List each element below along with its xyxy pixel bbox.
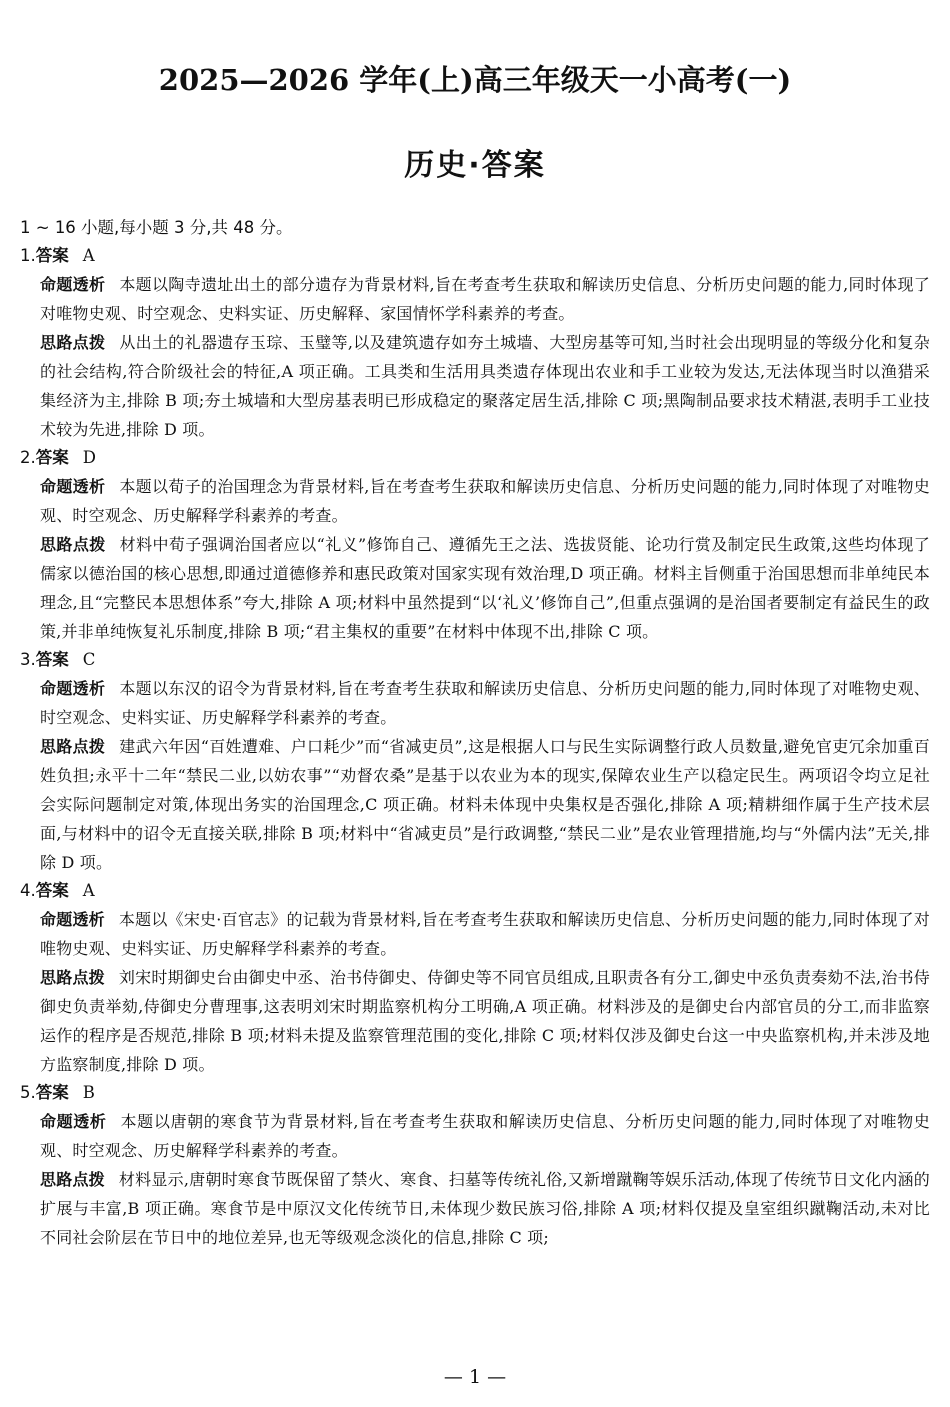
hint-text: 刘宋时期御史台由御史中丞、治书侍御史、侍御史等不同官员组成,且职责各有分工,御史中丞负责奏劾不法,治书侍御史负责举劾,侍御史分曹理事,这表明刘宋时期监察机构分工明确,A 项正确。材料涉及的是御史台内部官员的分工,而非监察运作的程序是否规范,排除 B 项;材料未提及监察管理范围的变化,排除 C 项;材料仅涉及御史台这一中央监察机构,并未涉及地方监察制度,排除 D 项。	[40, 968, 930, 1074]
analysis-text: 本题以唐朝的寒食节为背景材料,旨在考查考生获取和解读历史信息、分析历史问题的能力,同时体现了对唯物史观、时空观念、历史解释学科素养的考查。	[40, 1112, 930, 1160]
hint-label: 思路点拨	[40, 737, 106, 756]
question-5-hint	[20, 1165, 930, 1252]
question-number: 3.	[20, 650, 36, 669]
question-4-analysis	[20, 905, 930, 963]
question-5-analysis	[20, 1107, 930, 1165]
analysis-text: 本题以陶寺遗址出土的部分遗存为背景材料,旨在考查考生获取和解读历史信息、分析历史问题的能力,同时体现了对唯物史观、时空观念、史料实证、历史解释、家国情怀学科素养的考查。	[40, 275, 930, 323]
question-1-hint	[20, 328, 930, 444]
page-title: 2025—2026 学年(上)高三年级天一小高考(一)	[158, 63, 792, 97]
hint-label: 思路点拨	[40, 333, 106, 352]
analysis-label: 命题透析	[40, 1112, 107, 1131]
answer-label: 答案	[35, 881, 69, 900]
question-5-header	[20, 1079, 930, 1107]
analysis-label: 命题透析	[40, 679, 106, 698]
answer-label: 答案	[35, 448, 69, 467]
question-number: 5.	[20, 1083, 36, 1102]
answer-value: B	[82, 1083, 95, 1102]
answer-content	[20, 214, 930, 1252]
answer-value: A	[82, 246, 95, 265]
answer-label: 答案	[35, 1083, 69, 1102]
question-1-analysis	[20, 270, 930, 328]
question-number: 4.	[20, 881, 36, 900]
analysis-text: 本题以东汉的诏令为背景材料,旨在考查考生获取和解读历史信息、分析历史问题的能力,同时体现了对唯物史观、时空观念、史料实证、历史解释学科素养的考查。	[40, 679, 930, 727]
question-2-header	[20, 444, 930, 472]
section-intro: 1 ~ 16 小题,每小题 3 分,共 48 分。	[20, 218, 293, 237]
analysis-label: 命题透析	[40, 477, 106, 496]
hint-text: 从出土的礼器遗存玉琮、玉璧等,以及建筑遗存如夯土城墙、大型房基等可知,当时社会出现明显的等级分化和复杂的社会结构,符合阶级社会的特征,A 项正确。工具类和生活用具类遗存体现出农业和手工业较为发达,无法体现当时以渔猎采集经济为主,排除 B 项;夯土城墙和大型房基表明已形成稳定的聚落定居生活,排除 C 项;黑陶制品要求技术精湛,表明手工业技术较为先进,排除 D 项。	[40, 333, 930, 439]
hint-text: 材料中荀子强调治国者应以“礼义”修饰自己、遵循先王之法、选拔贤能、论功行赏及制定民生政策,这些均体现了儒家以德治国的核心思想,即通过道德修养和惠民政策对国家实现有效治理,D 项正确。材料主旨侧重于治国思想而非单纯民本理念,且“完整民本思想体系”夸大,排除 A 项;材料中虽然提到“以‘礼义’修饰自己”,但重点强调的是治国者要制定有益民生的政策,并非单纯恢复礼乐制度,排除 B 项;“君主集权的重要”在材料中体现不出,排除 C 项。	[40, 535, 930, 641]
analysis-label: 命题透析	[40, 910, 105, 929]
hint-label: 思路点拨	[40, 968, 105, 987]
question-3-analysis	[20, 674, 930, 732]
question-2-hint	[20, 530, 930, 646]
question-3-header	[20, 646, 930, 674]
answer-label: 答案	[35, 246, 69, 265]
hint-label: 思路点拨	[40, 535, 106, 554]
analysis-text: 本题以荀子的治国理念为背景材料,旨在考查考生获取和解读历史信息、分析历史问题的能力,同时体现了对唯物史观、时空观念、历史解释学科素养的考查。	[40, 477, 930, 525]
analysis-label: 命题透析	[40, 275, 106, 294]
page-number: — 1 —	[443, 1366, 507, 1388]
question-number: 1.	[20, 246, 36, 265]
analysis-text: 本题以《宋史·百官志》的记载为背景材料,旨在考查考生获取和解读历史信息、分析历史问题的能力,同时体现了对唯物史观、史料实证、历史解释学科素养的考查。	[40, 910, 930, 958]
question-1-header	[20, 242, 930, 270]
page-subtitle: 历史·答案	[404, 148, 546, 183]
hint-text: 材料显示,唐朝时寒食节既保留了禁火、寒食、扫墓等传统礼俗,又新增蹴鞠等娱乐活动,体现了传统节日文化内涵的扩展与丰富,B 项正确。寒食节是中原汉文化传统节日,未体现少数民族习俗,排除 A 项;材料仅提及皇室组织蹴鞠活动,未对比不同社会阶层在节日中的地位差异,也无等级观念淡化的信息,排除 C 项;	[40, 1170, 930, 1247]
answer-label: 答案	[35, 650, 69, 669]
answer-value: C	[82, 650, 96, 669]
answer-value: A	[82, 881, 95, 900]
question-3-hint	[20, 732, 930, 877]
question-2-analysis	[20, 472, 930, 530]
question-4-hint	[20, 963, 930, 1079]
hint-text: 建武六年因“百姓遭难、户口耗少”而“省减吏员”,这是根据人口与民生实际调整行政人员数量,避免官吏冗余加重百姓负担;永平十二年“禁民二业,以妨农事”“劝督农桑”是基于以农业为本的现实,保障农业生产以稳定民生。两项诏令均立足社会实际问题制定对策,体现出务实的治国理念,C 项正确。材料未体现中央集权是否强化,排除 A 项;精耕细作属于生产技术层面,与材料中的诏令无直接关联,排除 B 项;材料中“省减吏员”是行政调整,“禁民二业”是农业管理措施,均与“外儒内法”无关,排除 D 项。	[40, 737, 930, 872]
answer-value: D	[82, 448, 96, 467]
hint-label: 思路点拨	[40, 1170, 105, 1189]
question-4-header	[20, 877, 930, 905]
question-number: 2.	[20, 448, 36, 467]
